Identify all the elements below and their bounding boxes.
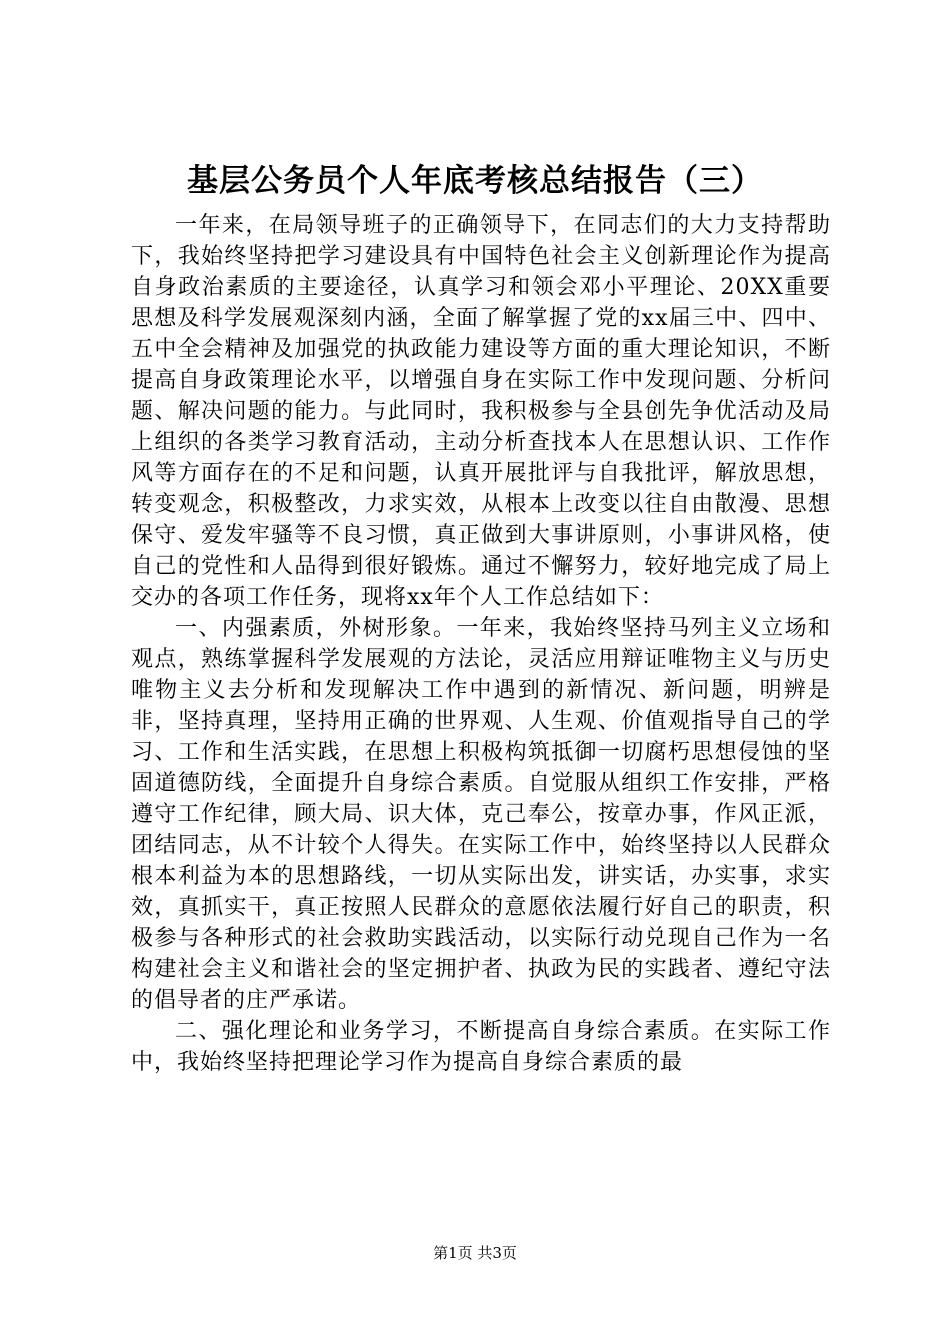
paragraph-section-two: 二、强化理论和业务学习，不断提高自身综合素质。在实际工作中，我始终坚持把理论学习作为提高自身综合素质的最 (131, 1019, 831, 1075)
page-number-footer: 第1页 共3页 (433, 1244, 517, 1262)
document-title: 基层公务员个人年底考核总结报告（三） (187, 163, 763, 199)
paragraph-section-one: 一、内强素质，外树形象。一年来，我始终坚持马列主义立场和观点，熟练掌握科学发展观的方法论，灵活应用辩证唯物主义与历史唯物主义去分析和发现解决工作中遇到的新情况、新问题，明辨是非，坚持真理，坚持用正确的世界观、人生观、价值观指导自己的学习、工作和生活实践，在思想上积极构筑抵御一切腐朽思想侵蚀的坚固道德防线，全面提升自身综合素质。自觉服从组织工作安排，严格遵守工作纪律，顾大局、识大体，克己奉公，按章办事，作风正派，团结同志，从不计较个人得失。在实际工作中，始终坚持以人民群众根本利益为本的思想路线，一切从实际出发，讲实话，办实事，求实效，真抓实干，真正按照人民群众的意愿依法履行好自己的职责，积极参与各种形式的社会救助实践活动，以实际行动兑现自己作为一名构建社会主义和谐社会的坚定拥护者、执政为民的实践者、遵纪守法的倡导者的庄严承诺。 (131, 616, 831, 1013)
paragraph-intro: 一年来，在局领导班子的正确领导下，在同志们的大力支持帮助下，我始终坚持把学习建设具有中国特色社会主义创新理论作为提高自身政治素质的主要途径，认真学习和领会邓小平理论、20XX重要思想及科学发展观深刻内涵，全面了解掌握了党的xx届三中、四中、五中全会精神及加强党的执政能力建设等方面的重大理论知识，不断提高自身政策理论水平，以增强自身在实际工作中发现问题、分析问题、解决问题的能力。与此同时，我积极参与全县创先争优活动及局上组织的各类学习教育活动，主动分析查找本人在思想认识、工作作风等方面存在的不足和问题，认真开展批评与自我批评，解放思想，转变观念，积极整改，力求实效，从根本上改变以往自由散漫、思想保守、爱发牢骚等不良习惯，真正做到大事讲原则，小事讲风格，使自己的党性和人品得到很好锻炼。通过不懈努力，较好地完成了局上交办的各项工作任务，现将xx年个人工作总结如下： (131, 213, 831, 610)
document-body (131, 210, 831, 1078)
